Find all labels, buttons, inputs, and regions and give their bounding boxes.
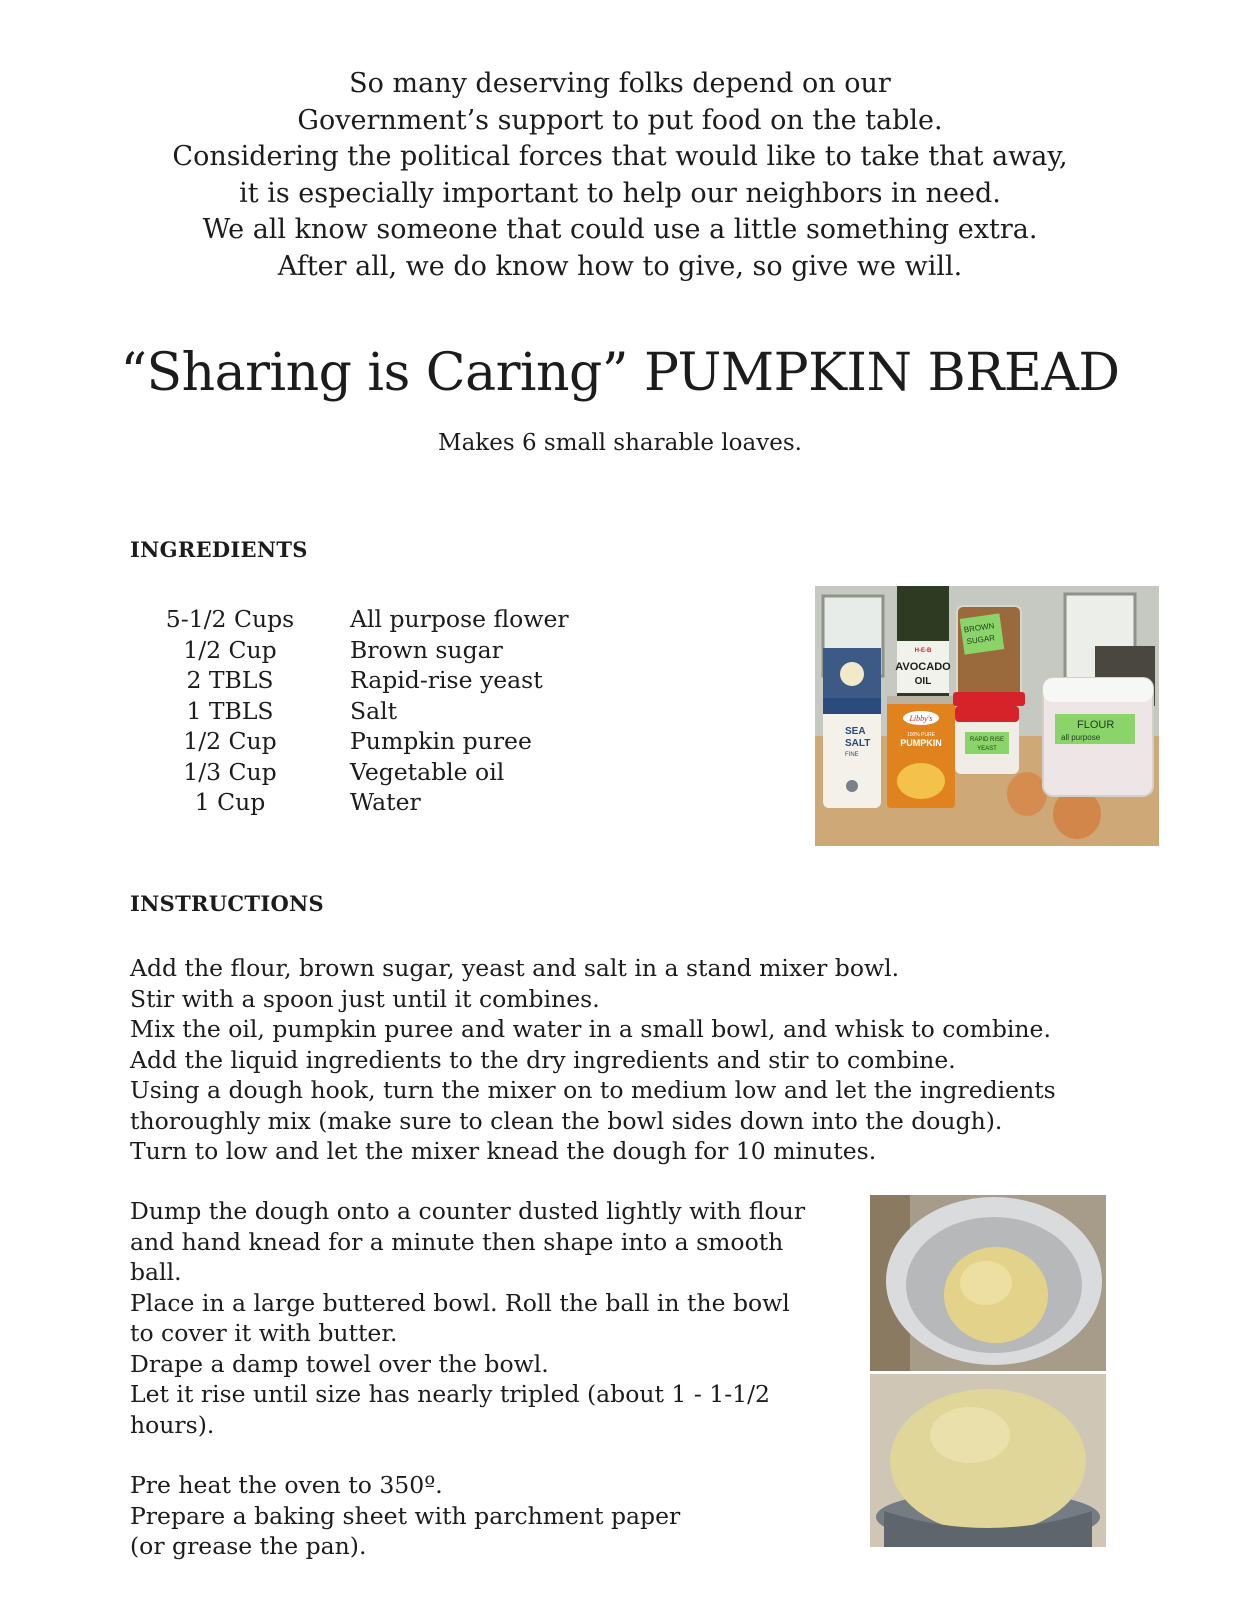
flour-label-line: all purpose [1061, 733, 1101, 742]
ingredient-row [130, 635, 569, 666]
intro-line: it is especially important to help our neighbors in need. [239, 177, 1001, 209]
oil-brand-label: H-E-B [914, 648, 932, 654]
sugar-label-line: SUGAR [966, 633, 996, 647]
intro-line: Considering the political forces that would like to take that away, [172, 141, 1068, 172]
oil-label-line: AVOCADO [895, 661, 951, 673]
yeast-label-line: YEAST [977, 746, 997, 752]
ingredient-row [130, 696, 569, 727]
dough-rising-photo [870, 1195, 1106, 1547]
ingredient-quantity: 1 Cup [194, 788, 266, 816]
ingredient-row [130, 665, 569, 696]
instruction-line: and hand knead for a minute then shape into a smooth [130, 1227, 784, 1256]
instruction-line: Mix the oil, pumpkin puree and water in a small bowl, and whisk to combine. [130, 1015, 1051, 1043]
intro-paragraph [0, 66, 1240, 285]
instruction-line: Add the liquid ingredients to the dry ingredients and stir to combine. [130, 1045, 956, 1074]
ingredients-photo [815, 586, 1159, 846]
instruction-line: Add the flour, brown sugar, yeast and salt in a stand mixer bowl. [130, 954, 900, 982]
flour-measuring-cup [1043, 678, 1153, 796]
brown-sugar-jar [953, 606, 1025, 706]
can-label-line: 100% PURE [906, 732, 936, 738]
ingredient-quantity: 2 TBLS [186, 666, 274, 694]
dough-after-rise [870, 1374, 1106, 1547]
salt-label-line: SEA [845, 726, 866, 737]
can-brand-label: Libby's [909, 714, 933, 723]
pumpkin-can [887, 696, 955, 808]
instruction-line: ball. [130, 1258, 182, 1286]
instructions-heading: INSTRUCTIONS [130, 891, 324, 916]
instruction-line: Drape a damp towel over the bowl. [130, 1349, 549, 1378]
intro-line: So many deserving folks depend on our [349, 68, 891, 99]
instructions-paragraph [130, 953, 1056, 1167]
instruction-line: hours). [130, 1410, 215, 1439]
flour-label-line: FLOUR [1077, 719, 1115, 731]
ingredient-name: Brown sugar [350, 635, 503, 664]
ingredient-quantity: 5-1/2 Cups [165, 605, 295, 633]
ingredient-row [130, 757, 569, 788]
ingredient-row [130, 787, 569, 818]
ingredient-name: Rapid-rise yeast [350, 666, 543, 694]
instructions-paragraph [130, 1196, 805, 1440]
yeast-label-line: RAPID RISE [969, 737, 1005, 743]
ingredient-quantity: 1/2 Cup [183, 727, 277, 755]
ingredients-photo-illustration [815, 586, 1159, 846]
ingredient-name: Salt [350, 696, 398, 725]
salt-canister [823, 648, 881, 808]
instructions-paragraph [130, 1470, 680, 1562]
yeast-container [955, 706, 1019, 774]
ingredients-list [130, 604, 569, 818]
instruction-line: Let it rise until size has nearly tripled (about 1 - 1-1/2 [130, 1380, 770, 1408]
ingredient-name: All purpose flower [350, 605, 569, 633]
intro-line: Government’s support to put food on the table. [297, 104, 943, 136]
instruction-line: (or grease the pan). [130, 1532, 367, 1560]
instruction-line: Dump the dough onto a counter dusted lightly with flour [130, 1197, 806, 1225]
can-label-line: PUMPKIN [900, 738, 942, 748]
intro-line: We all know someone that could use a little something extra. [202, 214, 1038, 245]
instruction-line: Using a dough hook, turn the mixer on to medium low and let the ingredients [130, 1076, 1056, 1104]
salt-label-line: FINE [845, 752, 859, 758]
ingredient-row [130, 726, 569, 757]
instruction-line: to cover it with butter. [130, 1319, 398, 1347]
ingredient-name: Water [350, 788, 421, 816]
salt-label-line: SALT [845, 738, 871, 749]
instruction-line: thoroughly mix (make sure to clean the bowl sides down into the dough). [130, 1106, 1003, 1135]
instruction-line: Place in a large buttered bowl. Roll the ball in the bowl [130, 1288, 790, 1317]
ingredient-name: Pumpkin puree [350, 727, 532, 755]
sugar-label-line: BROWN [963, 621, 995, 635]
recipe-subtitle: Makes 6 small sharable loaves. [438, 430, 802, 456]
dough-photo-illustration [870, 1195, 1106, 1547]
ingredient-quantity: 1/3 Cup [183, 757, 277, 786]
recipe-title: “Sharing is Caring” PUMPKIN BREAD [120, 343, 1120, 403]
instruction-line: Pre heat the oven to 350º. [130, 1471, 443, 1499]
oil-label-line: OIL [914, 676, 932, 687]
dough-before-rise [870, 1195, 1106, 1371]
ingredients-heading: INGREDIENTS [130, 537, 308, 562]
egg [1007, 772, 1047, 816]
instruction-line: Turn to low and let the mixer knead the dough for 10 minutes. [130, 1137, 877, 1165]
instruction-line: Stir with a spoon just until it combines. [130, 984, 600, 1013]
ingredient-row [130, 604, 569, 635]
instruction-line: Prepare a baking sheet with parchment paper [130, 1501, 681, 1530]
ingredient-quantity: 1/2 Cup [183, 635, 277, 664]
ingredient-name: Vegetable oil [350, 757, 505, 786]
intro-line: After all, we do know how to give, so give we will. [277, 250, 963, 282]
ingredient-quantity: 1 TBLS [186, 696, 274, 725]
